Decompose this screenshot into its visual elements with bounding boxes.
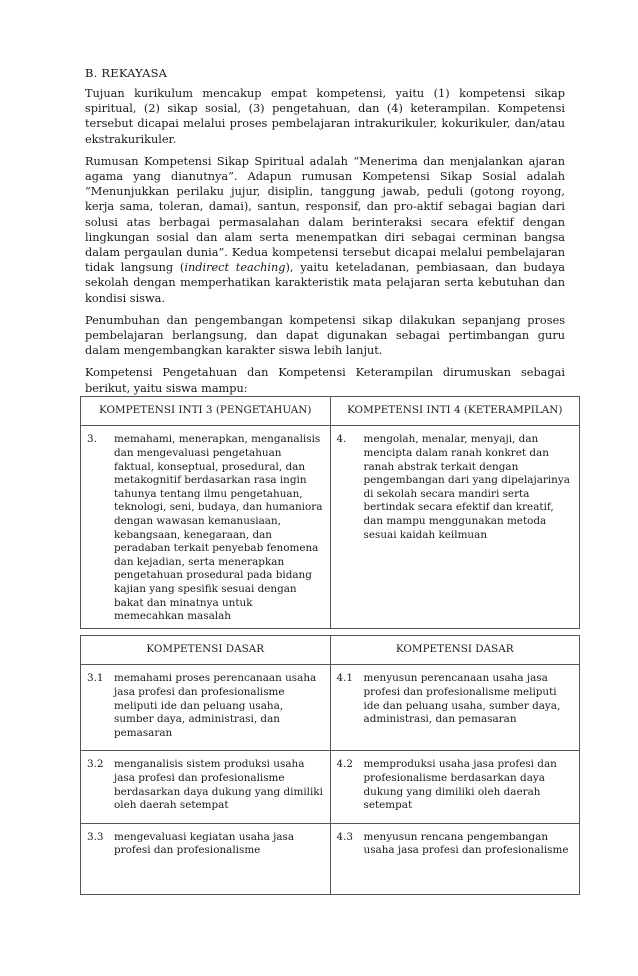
- column-header: KOMPETENSI INTI 4 (KETERAMPILAN): [330, 396, 580, 426]
- table-cell: [330, 751, 580, 823]
- table-row: [81, 823, 580, 894]
- item-text: menganalisis sistem produksi usaha jasa profesi dan profesionalisme berdasarkan daya dukung yang dimiliki oleh daerah setempat: [114, 758, 323, 812]
- table-cell: [81, 426, 331, 628]
- table-row: [81, 426, 580, 628]
- italic-term: indirect teaching: [184, 261, 286, 275]
- table-cell: [330, 823, 580, 894]
- column-header: KOMPETENSI INTI 3 (PENGETAHUAN): [81, 396, 331, 426]
- table-row: [81, 751, 580, 823]
- item-number: 3.3: [87, 830, 104, 843]
- column-header: KOMPETENSI DASAR: [81, 635, 331, 665]
- paragraph-text: Rumusan Kompetensi Sikap Spiritual adalah “Menerima dan menjalankan ajaran agama yang dianutnya”. Adapun rumusan Kompetensi Sikap Sosial adalah “Menunjukkan perilaku jujur, disiplin, tanggung jawab, peduli (gotong royong, kerja sama, toleran, damai), santun, responsif, dan pro-aktif sebagai bagian dari solusi atas berbagai permasalahan dalam berinteraksi secara efektif dengan lingkungan sosial dan alam serta menempatkan diri sebagai cerminan bangsa dalam pergaulan dunia”. Kedua kompetensi tersebut dicapai melalui pembelajaran tidak langsung (: [85, 154, 565, 275]
- item-number: 3.: [87, 433, 97, 446]
- paragraph-attitude-development: Penumbuhan dan pengembangan kompetensi sikap dilakukan sepanjang proses pembelajaran berlangsung, dan dapat digunakan sebagai pertimbangan guru dalam mengembangkan karakter siswa lebih lanjut.: [85, 313, 565, 358]
- paragraph-knowledge-skills: Kompetensi Pengetahuan dan Kompetensi Keterampilan dirumuskan sebagai berikut, yaitu siswa mampu:: [85, 366, 565, 395]
- item-number: 3.1: [87, 672, 104, 685]
- table-row: [81, 665, 580, 751]
- item-text: memproduksi usaha jasa profesi dan profesionalisme berdasarkan daya dukung yang dimiliki oleh daerah setempat: [363, 758, 557, 812]
- table-header-row: [81, 635, 580, 665]
- core-competence-table: [80, 396, 580, 629]
- item-text: memahami proses perencanaan usaha jasa profesi dan profesionalisme meliputi ide dan peluang usaha, sumber daya, administrasi, dan pemasaran: [114, 672, 317, 739]
- table-cell: [81, 665, 331, 751]
- table-header-row: [81, 396, 580, 426]
- table-cell: [330, 665, 580, 751]
- table-cell: [330, 426, 580, 628]
- item-text: memahami, menerapkan, menganalisis dan mengevaluasi pengetahuan faktual, konseptual, prosedural, dan metakognitif berdasarkan rasa ingin tahunya tentang ilmu pengetahuan, teknologi, seni, budaya, dan humaniora dengan wawasan kemanusiaan, kebangsaan, kenegaraan, dan peradaban terkait penyebab fenomena dan kejadian, serta menerapkan pengetahuan prosedural pada bidang kajian yang spesifik sesuai dengan bakat dan minatnya untuk memecahkan masalah: [114, 433, 323, 623]
- item-number: 4.2: [336, 758, 354, 771]
- basic-competence-table: [80, 635, 580, 895]
- paragraph-text: ), yaitu keteladanan, pembiasaan, dan budaya sekolah dengan memperhatikan karakteristik mata pelajaran serta kebutuhan dan kondisi siswa.: [85, 261, 565, 305]
- document-page: [85, 66, 570, 895]
- item-number: 4.: [336, 433, 347, 446]
- section-heading: B. REKAYASA: [85, 66, 168, 80]
- paragraph-curriculum-goals: Tujuan kurikulum mencakup empat kompetensi, yaitu (1) kompetensi sikap spiritual, (2) sikap sosial, (3) pengetahuan, dan (4) keterampilan. Kompetensi tersebut dicapai melalui proses pembelajaran intrakurikuler, kokurikuler, dan/atau ekstrakurikuler.: [85, 87, 565, 146]
- item-text: mengolah, menalar, menyaji, dan mencipta dalam ranah konkret dan ranah abstrak terkait dengan pengembangan dari yang dipelajarinya di sekolah secara mandiri serta bertindak secara efektif dan kreatif, dan mampu menggunakan metoda sesuai kaidah keilmuan: [363, 433, 570, 541]
- item-text: mengevaluasi kegiatan usaha jasa profesi dan profesionalisme: [114, 830, 295, 857]
- item-text: menyusun perencanaan usaha jasa profesi dan profesionalisme meliputi ide dan peluang usaha, sumber daya, administrasi, dan pemasaran: [363, 672, 561, 726]
- column-header: KOMPETENSI DASAR: [330, 635, 580, 665]
- item-text: menyusun rencana pengembangan usaha jasa profesi dan profesionalisme: [363, 830, 569, 857]
- paragraph-attitude-competence: [85, 154, 565, 306]
- table-cell: [81, 823, 331, 894]
- item-number: 3.2: [87, 758, 104, 771]
- table-cell: [81, 751, 331, 823]
- item-number: 4.3: [336, 830, 354, 843]
- item-number: 4.1: [336, 672, 354, 685]
